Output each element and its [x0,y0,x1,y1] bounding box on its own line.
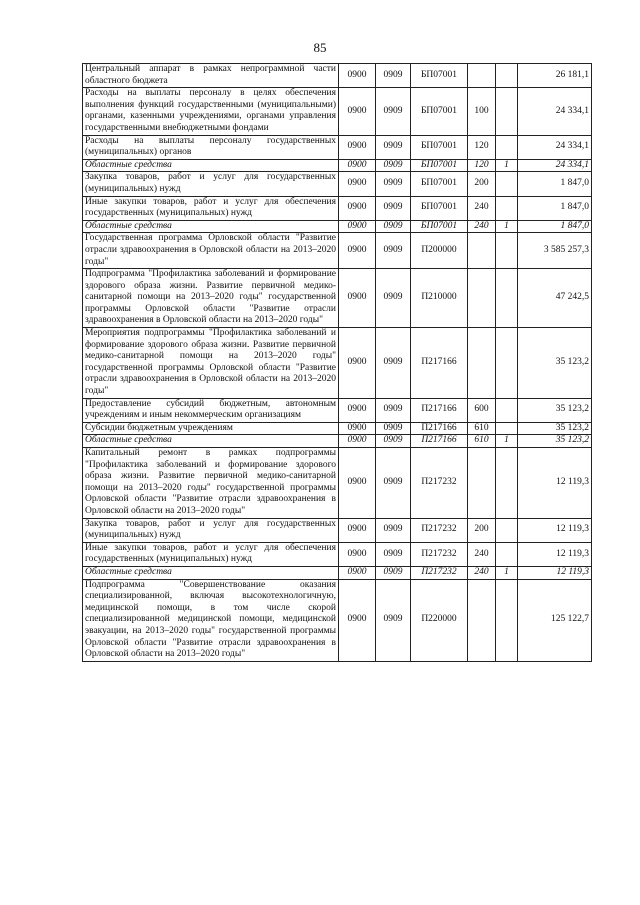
target-article-code: БП07001 [411,159,468,172]
table-row [83,135,592,159]
ministry-code: 0900 [339,64,376,88]
ministry-code: 0900 [339,398,376,422]
expense-description: Областные средства [83,159,339,172]
expense-type-code: 120 [468,159,496,172]
expense-type-code [468,579,496,661]
section-code: 0909 [376,196,411,220]
target-article-code: П217232 [411,518,468,542]
expense-description: Центральный аппарат в рамках непрограммной части областного бюджета [83,64,339,88]
target-article-code: БП07001 [411,135,468,159]
expense-type-code: 240 [468,220,496,233]
expense-description: Предоставление субсидий бюджетным, автономным учреждениям и иным некоммерческим организациям [83,398,339,422]
ministry-code: 0900 [339,579,376,661]
amount: 12 119,3 [518,566,592,579]
target-article-code: БП07001 [411,64,468,88]
budget-table-body [83,64,592,662]
section-code: 0909 [376,269,411,328]
funding-source-code [496,328,518,399]
ministry-code: 0900 [339,159,376,172]
amount: 35 123,2 [518,398,592,422]
table-row [83,518,592,542]
ministry-code: 0900 [339,328,376,399]
expense-description: Закупка товаров, работ и услуг для государственных (муниципальных) нужд [83,172,339,196]
table-row [83,579,592,661]
table-row [83,88,592,135]
section-code: 0909 [376,159,411,172]
expense-description: Областные средства [83,220,339,233]
amount: 24 334,1 [518,159,592,172]
amount: 24 334,1 [518,135,592,159]
target-article-code: П217232 [411,448,468,519]
target-article-code: БП07001 [411,172,468,196]
section-code: 0909 [376,328,411,399]
expense-description: Областные средства [83,566,339,579]
expense-description: Мероприятия подпрограммы "Профилактика заболеваний и формирование здорового образа жизни. Развитие первичной медико-санитарной помощи на 2013–2020 годы" государственной программы Орловской области "Развитие отрасли здравоохранения в Орловской области на 2013–2020 годы" [83,328,339,399]
expense-type-code: 200 [468,172,496,196]
table-row [83,159,592,172]
ministry-code: 0900 [339,448,376,519]
expense-description: Подпрограмма "Профилактика заболеваний и формирование здорового образа жизни. Развитие первичной медико-санитарной помощи на 2013–2020 годы" государственной программы Орловской области "Развитие отрасли здравоохранения в Орловской области на 2013–2020 годы" [83,269,339,328]
funding-source-code [496,422,518,435]
funding-source-code [496,542,518,566]
amount: 35 123,2 [518,422,592,435]
funding-source-code [496,518,518,542]
page-number: 85 [313,40,327,55]
funding-source-code [496,448,518,519]
expense-type-code: 240 [468,196,496,220]
ministry-code: 0900 [339,435,376,448]
target-article-code: П217166 [411,398,468,422]
expense-description: Закупка товаров, работ и услуг для государственных (муниципальных) нужд [83,518,339,542]
expense-description: Областные средства [83,435,339,448]
expense-description: Иные закупки товаров, работ и услуг для обеспечения государственных (муниципальных) нужд [83,196,339,220]
expense-type-code: 120 [468,135,496,159]
target-article-code: БП07001 [411,196,468,220]
table-row [83,64,592,88]
table-row [83,172,592,196]
section-code: 0909 [376,172,411,196]
section-code: 0909 [376,566,411,579]
section-code: 0909 [376,422,411,435]
expense-description: Иные закупки товаров, работ и услуг для обеспечения государственных (муниципальных) нужд [83,542,339,566]
table-row [83,196,592,220]
target-article-code: П200000 [411,233,468,269]
funding-source-code: 1 [496,435,518,448]
target-article-code: П210000 [411,269,468,328]
target-article-code: БП07001 [411,88,468,135]
ministry-code: 0900 [339,422,376,435]
funding-source-code [496,88,518,135]
table-row [83,328,592,399]
expense-type-code: 610 [468,435,496,448]
expense-description: Капитальный ремонт в рамках подпрограммы "Профилактика заболеваний и формирование здорового образа жизни. Развитие первичной медико-санитарной помощи на 2013–2020 годы" государственной программы Орловской области "Развитие отрасли здравоохранения в Орловской области на 2013–2020 годы" [83,448,339,519]
table-row [83,220,592,233]
amount: 26 181,1 [518,64,592,88]
amount: 1 847,0 [518,220,592,233]
target-article-code: П217166 [411,435,468,448]
section-code: 0909 [376,64,411,88]
amount: 12 119,3 [518,448,592,519]
expense-type-code: 240 [468,566,496,579]
section-code: 0909 [376,579,411,661]
table-row [83,542,592,566]
expense-description: Подпрограмма "Совершенствование оказания специализированной, включая высокотехнологичную, медицинской помощи, в том числе скорой специализированной медицинской помощи, медицинской эвакуации, на 2013–2020 годы" государственной программы Орловской области "Развитие отрасли здравоохранения в Орловской области на 2013–2020 годы" [83,579,339,661]
amount: 47 242,5 [518,269,592,328]
expense-type-code [468,328,496,399]
amount: 1 847,0 [518,196,592,220]
funding-source-code: 1 [496,159,518,172]
amount: 35 123,2 [518,328,592,399]
funding-source-code [496,135,518,159]
funding-source-code [496,172,518,196]
section-code: 0909 [376,542,411,566]
target-article-code: П220000 [411,579,468,661]
section-code: 0909 [376,88,411,135]
expense-type-code [468,233,496,269]
ministry-code: 0900 [339,172,376,196]
ministry-code: 0900 [339,542,376,566]
budget-table [82,63,592,662]
expense-type-code [468,448,496,519]
ministry-code: 0900 [339,88,376,135]
section-code: 0909 [376,448,411,519]
table-row [83,269,592,328]
amount: 125 122,7 [518,579,592,661]
section-code: 0909 [376,220,411,233]
expense-description: Субсидии бюджетным учреждениям [83,422,339,435]
table-row [83,398,592,422]
target-article-code: П217166 [411,328,468,399]
amount: 3 585 257,3 [518,233,592,269]
expense-type-code [468,64,496,88]
expense-type-code: 610 [468,422,496,435]
funding-source-code: 1 [496,220,518,233]
funding-source-code [496,196,518,220]
funding-source-code [496,64,518,88]
expense-description: Государственная программа Орловской области "Развитие отрасли здравоохранения в Орловской области на 2013–2020 годы" [83,233,339,269]
funding-source-code [496,398,518,422]
amount: 1 847,0 [518,172,592,196]
table-row [83,448,592,519]
target-article-code: БП07001 [411,220,468,233]
table-row [83,435,592,448]
target-article-code: П217166 [411,422,468,435]
amount: 12 119,3 [518,542,592,566]
expense-type-code [468,269,496,328]
section-code: 0909 [376,233,411,269]
ministry-code: 0900 [339,135,376,159]
ministry-code: 0900 [339,220,376,233]
target-article-code: П217232 [411,566,468,579]
amount: 24 334,1 [518,88,592,135]
ministry-code: 0900 [339,233,376,269]
funding-source-code: 1 [496,566,518,579]
ministry-code: 0900 [339,269,376,328]
section-code: 0909 [376,135,411,159]
expense-type-code: 200 [468,518,496,542]
funding-source-code [496,233,518,269]
table-row [83,422,592,435]
expense-type-code: 100 [468,88,496,135]
expense-type-code: 600 [468,398,496,422]
ministry-code: 0900 [339,566,376,579]
table-row [83,233,592,269]
funding-source-code [496,579,518,661]
expense-description: Расходы на выплаты персоналу государственных (муниципальных) органов [83,135,339,159]
expense-type-code: 240 [468,542,496,566]
amount: 35 123,2 [518,435,592,448]
table-row [83,566,592,579]
amount: 12 119,3 [518,518,592,542]
target-article-code: П217232 [411,542,468,566]
section-code: 0909 [376,435,411,448]
funding-source-code [496,269,518,328]
section-code: 0909 [376,398,411,422]
ministry-code: 0900 [339,196,376,220]
section-code: 0909 [376,518,411,542]
ministry-code: 0900 [339,518,376,542]
expense-description: Расходы на выплаты персоналу в целях обеспечения выполнения функций государственными (муниципальными) органами, казенными учреждениями, органами управления государственными внебюджетными фондами [83,88,339,135]
